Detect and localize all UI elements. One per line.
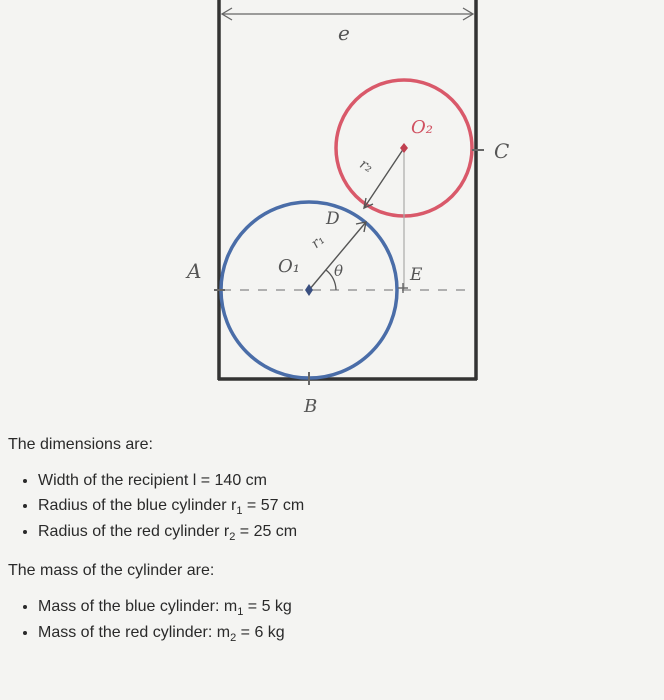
mass-red: • Mass of the red cylinder: $m_2 = 6$ kg	[38, 620, 648, 646]
label-r2: r₂	[356, 156, 376, 177]
label-e: E	[410, 265, 423, 285]
radius-line-r2	[364, 148, 404, 208]
mass-list	[8, 594, 648, 645]
label-c: C	[494, 139, 510, 163]
label-o1: O₁	[278, 256, 300, 277]
dimension-radius-red: • Radius of the red cylinder $r_2 = 25$ cm	[38, 519, 648, 545]
dimensions-heading: The dimensions are:	[8, 436, 153, 453]
mass-heading: The mass of the cylinder are:	[8, 562, 215, 580]
label-a: A	[187, 259, 202, 283]
label-b: B	[304, 396, 318, 417]
dimension-radius-blue: • Radius of the blue cylinder $r_1 = 57$ cm	[38, 493, 648, 519]
width-label: e	[338, 21, 350, 45]
label-o2: O₂	[411, 117, 433, 138]
label-theta: θ	[334, 262, 344, 280]
label-d: D	[326, 209, 340, 229]
dimensions-list	[8, 468, 648, 545]
problem-text	[8, 432, 648, 659]
container	[218, 0, 477, 380]
width-dimension-arrow	[222, 8, 473, 20]
dimension-width: • Width of the recipient l = 140 cm	[38, 468, 648, 494]
label-r1: r₁	[308, 231, 328, 252]
mass-blue: • Mass of the blue cylinder: $m_1 = 5$ kg	[38, 594, 648, 620]
